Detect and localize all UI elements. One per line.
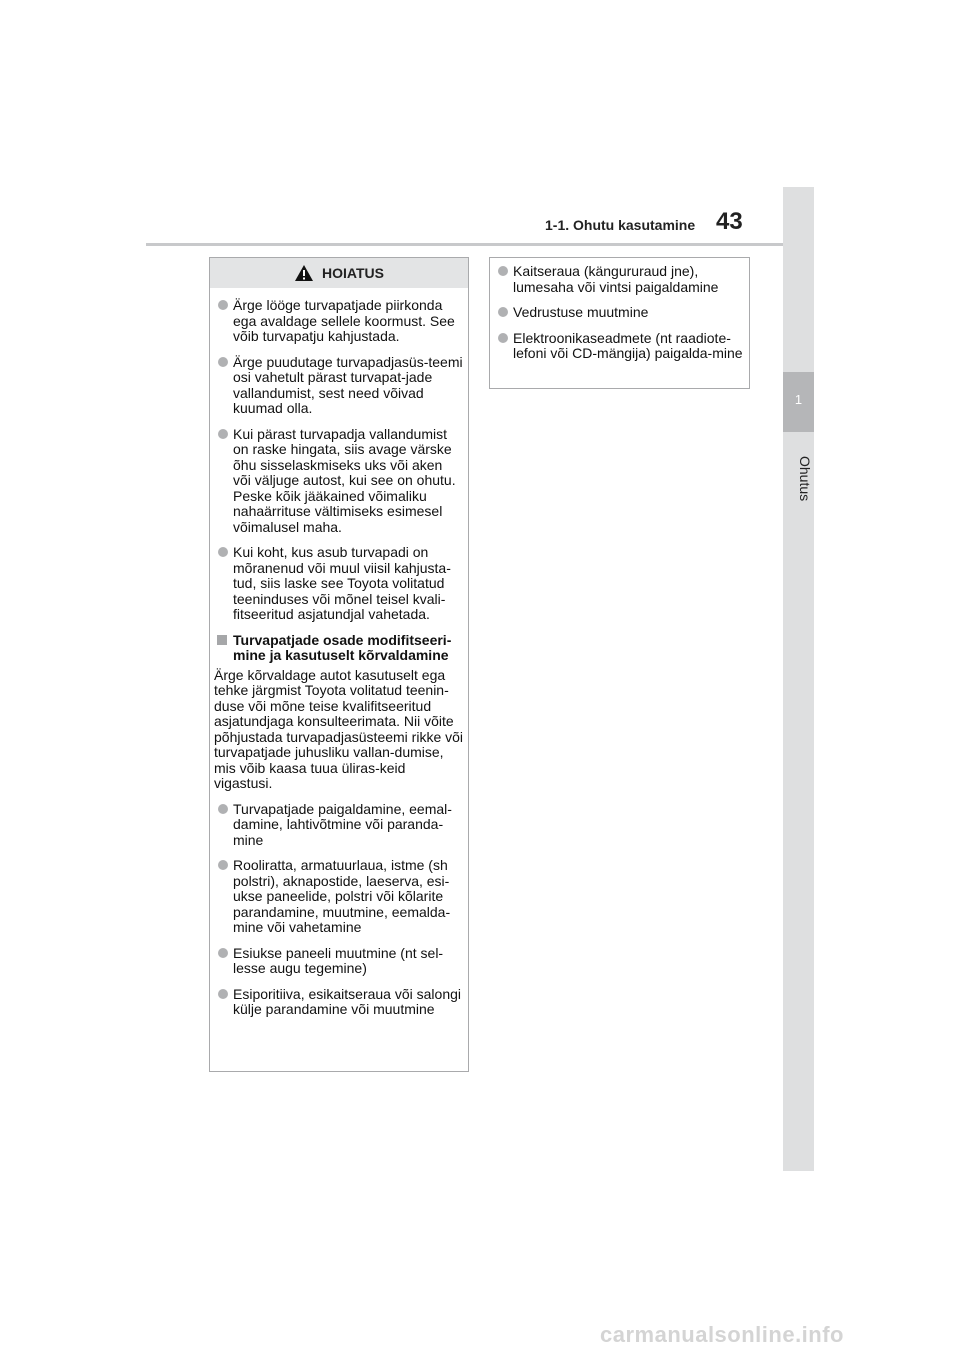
list-item: Vedrustuse muutmine	[494, 305, 745, 321]
warning-header	[210, 258, 468, 288]
list-item: Elektroonikaseadmete (nt raadiote-lefoni või CD-mängija) paigalda-mine	[494, 331, 745, 362]
header-rule	[146, 243, 783, 246]
subheading: Turvapatjade osade modifitseeri-mine ja kasutuselt kõrvaldamine	[214, 633, 464, 664]
chapter-side-tab	[783, 187, 814, 1171]
warning-box	[209, 257, 469, 1072]
list-item: Rooliratta, armatuurlaua, istme (sh polstri), aknapostide, laeserva, esi-ukse paneelide, polstri või kõlarite parandamine, muutmine, eemalda-mine või vahetamine	[214, 858, 464, 936]
list-item: Esiporitiiva, esikaitseraua või salongi külje parandamine või muutmine	[214, 987, 464, 1018]
list-item: Kaitseraua (kängururaud jne), lumesaha või vintsi paigaldamine	[494, 264, 745, 295]
bullet-icon	[498, 333, 508, 343]
bullet-icon	[218, 804, 228, 814]
warning-content	[210, 298, 468, 1018]
bullet-icon	[498, 307, 508, 317]
list-item: Esiukse paneeli muutmine (nt sel-lesse augu tegemine)	[214, 946, 464, 977]
list-item: Kui pärast turvapadja vallandumist on raske hingata, siis avage värske õhu sisselaskmiseks uks või aken või väljuge autost, kui see on ohutu. Peske kõik jääkained võimaliku nahaärrituse vältimiseks esimesel võimalusel maha.	[214, 427, 464, 536]
bullet-icon	[218, 547, 228, 557]
chapter-label: Ohutus	[797, 456, 813, 502]
bullet-icon	[218, 948, 228, 958]
bullet-icon	[218, 860, 228, 870]
bullet-icon	[218, 357, 228, 367]
watermark: carmanualsonline.info	[600, 1322, 844, 1347]
paragraph: Ärge kõrvaldage autot kasutuselt ega tehke järgmist Toyota volitatud teenin-duse või mõne teise kvalifitseeritud asjatundjaga konsulteerimata. Nii võite põhjustada turvapadjasüsteemi rikke või turvapatjade juhusliku vallan-dumise, mis võib kaasa tuua üliras-keid vigastusi.	[214, 666, 464, 791]
chapter-number: 1	[794, 392, 803, 407]
bullet-icon	[218, 429, 228, 439]
bullet-icon	[498, 266, 508, 276]
continued-content	[490, 264, 749, 362]
section-title: 1-1. Ohutu kasutamine	[545, 217, 696, 233]
page-number: 43	[716, 208, 743, 235]
warning-triangle-icon	[294, 264, 314, 282]
bullet-icon	[218, 989, 228, 999]
list-item: Ärge puudutage turvapadjasüs-teemi osi vahetult pärast turvapat-jade vallandumist, sest need võivad kuumad olla.	[214, 355, 464, 417]
list-item: Turvapatjade paigaldamine, eemal-damine, lahtivõtmine või paranda-mine	[214, 802, 464, 849]
list-item: Ärge lööge turvapatjade piirkonda ega avaldage sellele koormust. See võib turvapatju kahjustada.	[214, 298, 464, 345]
continued-warning-box	[489, 257, 750, 389]
bullet-icon	[218, 300, 228, 310]
list-item: Kui koht, kus asub turvapadi on mõranenud või muul viisil kahjusta-tud, siis laske see Toyota volitatud teeninduses või mõnel teisel kvali-fitseeritud asjatundjal vahetada.	[214, 545, 464, 623]
warning-title: HOIATUS	[322, 265, 384, 281]
square-bullet-icon	[217, 635, 227, 645]
